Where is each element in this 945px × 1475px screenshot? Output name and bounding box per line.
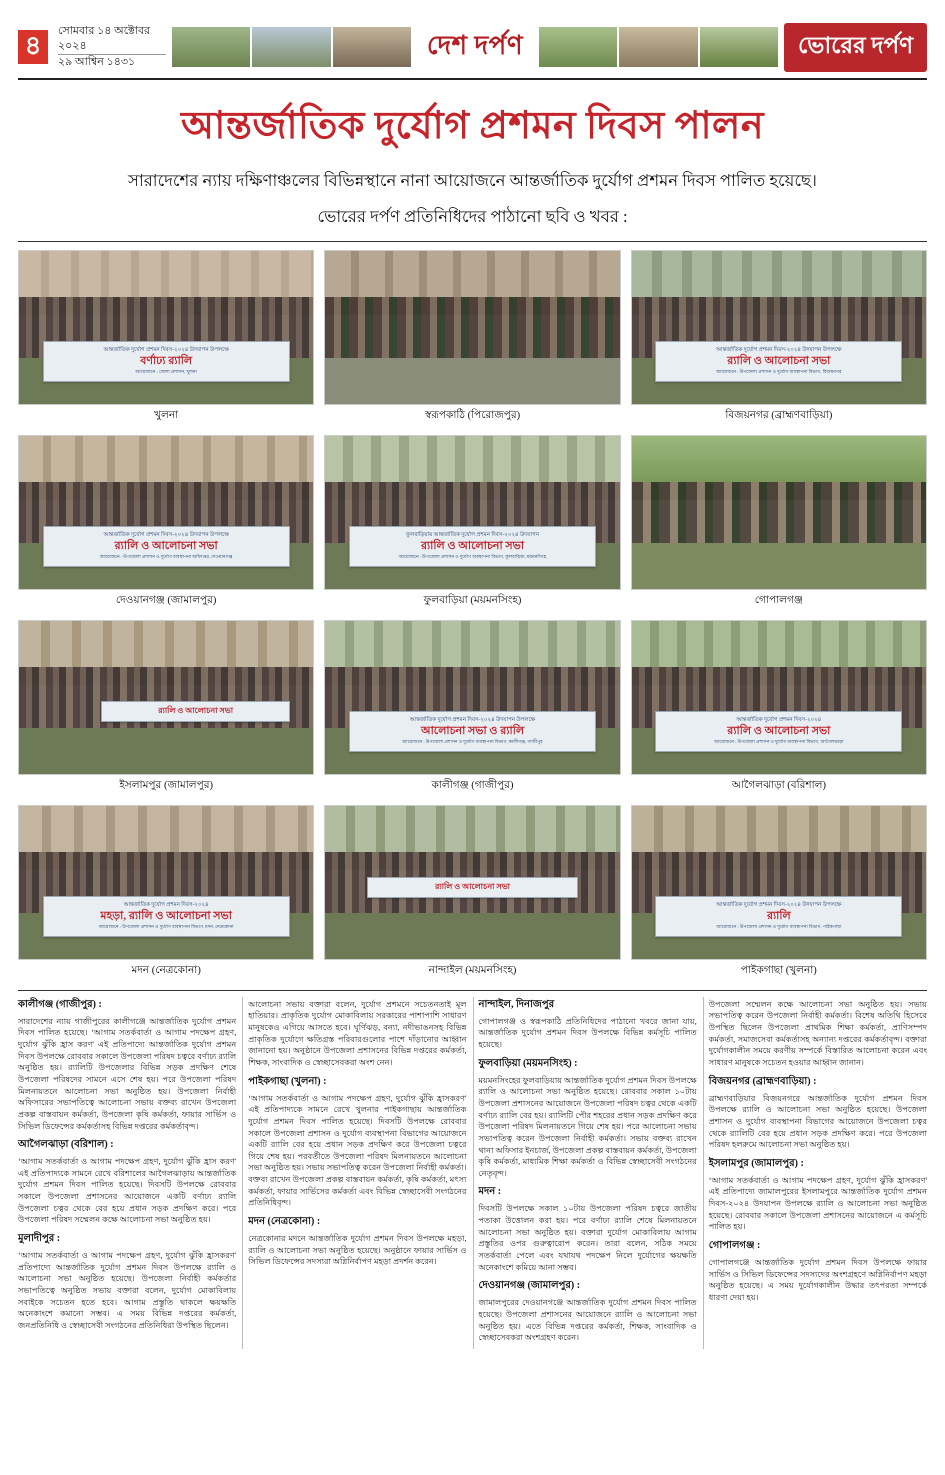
paragraph: ‘আগাম সতর্কবার্তা ও আগাম পদক্ষেপ গ্রহণ, দুর্যোগ ঝুঁকি হ্রাসকরণ' এই প্রতিপাদ্যে জামালপুরের ইসলামপুরে আন্তর্জাতিক দুর্যোগ প্রশমন দিবস-২০২৪ উদযাপন উপলক্ষে র‌্যালি ও আলোচনা সভা অনুষ্ঠিত হয়েছে। রোববার সকালে উপজেলা প্রশাসনের আয়োজনে এ কর্মসূচি পালিত হয়। xyxy=(708,1175,927,1232)
event-banner xyxy=(43,526,290,568)
paragraph: উপজেলা সম্মেলন কক্ষে আলোচনা সভা অনুষ্ঠিত হয়। সভায় সভাপতিত্ব করেন উপজেলা নির্বাহী কর্মকর্তা। বিশেষ অতিথি হিসেবে উপস্থিত ছিলেন উপজেলা প্রাথমিক শিক্ষা কর্মকর্তা, প্রাণিসম্পদ কর্মকর্তা, সমাজসেবা কর্মকর্তাসহ অন্যান্য দপ্তরের কর্মকর্তাবৃন্দ। বক্তারা দুর্যোগকালীন সময়ে করণীয় সম্পর্কে বিস্তারিত আলোচনা করেন এবং সাধারণ মানুষকে সচেতন হওয়ার আহ্বান জানান। xyxy=(708,999,927,1067)
photo-grid xyxy=(18,250,927,982)
photo-cell xyxy=(631,805,927,982)
dateline: নান্দাইল, দিনাজপুর xyxy=(478,998,555,1010)
banner-top-text: আন্তর্জাতিক দুর্যোগ প্রশমন দিবস-২০২৪ xyxy=(123,901,209,908)
banner-main-text: র‌্যালি xyxy=(766,910,791,923)
banner-sub-text: আয়োজনে : উপজেলা প্রশাসন ও দুর্যোগ ব্যবস্থাপনা অধিদপ্তর, দেওয়ানগঞ্জ xyxy=(99,554,233,560)
photo-ground xyxy=(19,728,313,774)
event-banner xyxy=(43,341,290,383)
banner-main-text: আলোচনা সভা ও র‌্যালি xyxy=(420,725,525,738)
paragraph: আলোচনা সভায় বক্তারা বলেন, দুর্যোগ প্রশমনে সচেতনতাই মূল হাতিয়ার। প্রাকৃতিক দুর্যোগ মোকাবিলায় সরকারের পাশাপাশি সাধারণ মানুষকেও এগিয়ে আসতে হবে। ঘূর্ণিঝড়, বন্যা, নদীভাঙনসহ বিভিন্ন প্রাকৃতিক দুর্যোগে ক্ষতিগ্রস্ত পরিবারগুলোর পাশে দাঁড়ানোর আহ্বান জানানো হয়। অনুষ্ঠানে উপজেলা প্রশাসনের বিভিন্ন দপ্তরের কর্মকর্তা, শিক্ষক, সাংবাদিক ও স্বেচ্ছাসেবকরা অংশ নেন। xyxy=(248,999,467,1067)
photo-cell xyxy=(18,250,314,427)
photo-ground xyxy=(325,913,619,959)
dateline: ফুলবাড়িয়া (ময়মনসিংহ) : xyxy=(478,1057,578,1069)
photo-cell xyxy=(324,805,620,982)
banner-sub-text: আয়োজনে : উপজেলা প্রশাসন ও দুর্যোগ ব্যবস্থাপনা বিভাগ, আগৈলঝাড়া xyxy=(714,739,844,745)
banner-top-text: আন্তর্জাতিক দুর্যোগ প্রশমন দিবস-২০২৪ উদযাপন উপলক্ষে xyxy=(716,901,842,908)
banner-sub-text: আয়োজনে : জেলা প্রশাসন, খুলনা xyxy=(135,369,197,375)
article-item xyxy=(18,997,236,1132)
photo-islampur xyxy=(18,620,314,775)
strip-photo xyxy=(333,27,411,67)
article-item xyxy=(709,1238,927,1304)
text-column-2 xyxy=(248,997,466,1349)
photo-cell xyxy=(18,620,314,797)
photo-gopalganj xyxy=(631,435,927,590)
paragraph: দিবসটি উপলক্ষে সকাল ১০টায় উপজেলা পরিষদ চত্বরে জাতীয় পতাকা উত্তোলন করা হয়। পরে বর্ণাঢ্য র‌্যালি শেষে মিলনায়তনে আলোচনা সভা অনুষ্ঠিত হয়। বক্তারা দুর্যোগ মোকাবিলায় আগাম প্রস্তুতির ওপর গুরুত্বারোপ করেন। তারা বলেন, সঠিক সময়ে সতর্কবার্তা পেলে এবং যথাযথ পদক্ষেপ নিলে দুর্যোগের ক্ষয়ক্ষতি অনেকাংশে কমিয়ে আনা সম্ভব। xyxy=(478,1204,697,1272)
strip-photo xyxy=(539,27,617,67)
photo-swarupkathi xyxy=(324,250,620,405)
photo-ground xyxy=(325,358,619,404)
banner-top-text: আন্তর্জাতিক দুর্যোগ প্রশমন দিবস-২০২৪ xyxy=(736,716,822,723)
dateline: আগৈলঝাড়া (বরিশাল) : xyxy=(18,1139,114,1151)
date-block xyxy=(54,24,166,71)
banner-main-text: র‌্যালি ও আলোচনা সভা xyxy=(727,725,831,738)
dateline: গোপালগঞ্জ : xyxy=(708,1240,761,1252)
banner-top-text: আন্তর্জাতিক দুর্যোগ প্রশমন দিবস-২০২৪ উদযাপন উপলক্ষে xyxy=(716,346,842,353)
photo-caption: গোপালগঞ্জ xyxy=(754,594,803,606)
article-item xyxy=(479,1184,697,1273)
banner-top-text: ফুলবাড়িয়ায় আন্তর্জাতিক দুর্যোগ প্রশমন দিবস-২০২৪ উদযাপন xyxy=(406,531,539,538)
photo-kaliganj xyxy=(324,620,620,775)
paragraph: ‘আগাম সতর্কবার্তা ও আগাম পদক্ষেপ গ্রহণ, দুর্যোগ ঝুঁকি হ্রাসকরণ' এই প্রতিপাদ্যকে সামনে রেখে খুলনার পাইকগাছায় আন্তর্জাতিক দুর্যোগ প্রশমন দিবস পালিত হয়েছে। দিবসটি উপলক্ষে রোববার সকালে উপজেলা প্রশাসন ও দুর্যোগ ব্যবস্থাপনা বিভাগের আয়োজনে একটি র‌্যালি বের হয়ে প্রধান সড়ক প্রদক্ষিণ করে উপজেলা চত্বরে গিয়ে শেষ হয়। পরবর্তীতে উপজেলা পরিষদ মিলনায়তনে আলোচনা সভা অনুষ্ঠিত হয়। সভায় সভাপতিত্ব করেন উপজেলা নির্বাহী কর্মকর্তা। বক্তব্য রাখেন উপজেলা প্রকল্প বাস্তবায়ন কর্মকর্তা, কৃষি কর্মকর্তা, মৎস্য কর্মকর্তা, ফায়ার সার্ভিসের কর্মকর্তা এবং বিভিন্ন স্বেচ্ছাসেবী সংগঠনের প্রতিনিধিবৃন্দ। xyxy=(248,1093,467,1208)
event-banner xyxy=(43,896,290,938)
photo-caption: খুলনা xyxy=(154,409,179,421)
article-item xyxy=(709,1156,927,1233)
date-gregorian: সোমবার ১৪ অক্টোবর ২০২৪ xyxy=(58,24,166,56)
article-item xyxy=(248,999,466,1069)
banner-sub-text: আয়োজনে : উপজেলা প্রশাসন ও দুর্যোগ ব্যবস্থাপনা বিভাগ, পাইকগাছা xyxy=(716,924,842,930)
dateline: কালীগঞ্জ (গাজীপুর) : xyxy=(18,998,102,1010)
photo-caption: বিজয়নগর (ব্রাহ্মণবাড়িয়া) xyxy=(725,409,833,421)
newspaper-logo[interactable]: ভোরের দর্পণ xyxy=(784,23,927,72)
paragraph: গোপালগঞ্জ ও স্বরূপকাঠি প্রতিনিধিদের পাঠানো খবরে জানা যায়, আন্তর্জাতিক দুর্যোগ প্রশমন দিবস উপলক্ষে বিভিন্ন কর্মসূচি পালিত হয়েছে। xyxy=(478,1016,697,1050)
banner-main-text: র‌্যালি ও আলোচনা সভা xyxy=(158,706,234,716)
masthead-photo-strip-right xyxy=(539,27,778,67)
article-body xyxy=(18,997,927,1349)
newspaper-page xyxy=(0,20,945,1475)
photo-paikgacha xyxy=(631,805,927,960)
masthead xyxy=(18,20,927,74)
event-banner xyxy=(349,526,596,568)
photo-cell xyxy=(631,435,927,612)
dateline: ইসলামপুর (জামালপুর) : xyxy=(708,1157,804,1169)
page-number: ৪ xyxy=(18,30,48,64)
strip-photo xyxy=(619,27,697,67)
banner-sub-text: আয়োজনে : উপজেলা প্রশাসন ও দুর্যোগ ব্যবস্থাপনা বিভাগ, ফুলবাড়িয়া, ময়মনসিংহ xyxy=(398,554,547,560)
banner-top-text: আন্তর্জাতিক দুর্যোগ প্রশমন দিবস-২০২৪ উদযাপন উপলক্ষে xyxy=(103,531,229,538)
photo-ground xyxy=(632,543,926,589)
banner-sub-text: আয়োজনে : উপজেলা প্রশাসন ও দুর্যোগ ব্যবস্থাপনা বিভাগ, কালীগঞ্জ, গাজীপুর xyxy=(402,739,543,745)
event-banner xyxy=(367,877,579,898)
banner-top-text: আন্তর্জাতিক দুর্যোগ প্রশমন দিবস-২০২৪ উদযাপন উপলক্ষে xyxy=(103,346,229,353)
photo-caption: ইসলামপুর (জামালপুর) xyxy=(119,779,213,791)
article-item xyxy=(479,1056,697,1180)
event-banner xyxy=(655,896,902,938)
photo-crowd xyxy=(632,482,926,552)
banner-main-text: বর্ণাঢ্য র‌্যালি xyxy=(140,355,193,368)
photo-cell xyxy=(18,805,314,982)
banner-sub-text: আয়োজনে : উপজেলা প্রশাসন ও দুর্যোগ ব্যবস্থাপনা বিভাগ, বিজয়নগর xyxy=(716,369,842,375)
event-banner xyxy=(655,341,902,383)
photo-caption: নান্দাইল (ময়মনসিংহ) xyxy=(428,964,517,976)
paragraph: ‘আগাম সতর্কবার্তা ও আগাম পদক্ষেপ গ্রহণ, দুর্যোগ ঝুঁকি হ্রাসকরণ' প্রতিপাদ্যে আন্তর্জাতিক দুর্যোগ প্রশমন দিবস উপলক্ষে র‌্যালি ও আলোচনা সভা অনুষ্ঠিত হয়েছে। উপজেলা নির্বাহী কর্মকর্তার সভাপতিত্বে অনুষ্ঠিত সভায় বক্তারা বলেন, দুর্যোগ মোকাবিলায় সবাইকে সচেতন হতে হবে। আগাম প্রস্তুতি থাকলে ক্ষয়ক্ষতি অনেকাংশে কমানো সম্ভব। এ সময় বিভিন্ন দপ্তরের কর্মকর্তা, জনপ্রতিনিধি ও স্বেচ্ছাসেবী সংগঠনের প্রতিনিধিরা উপস্থিত ছিলেন। xyxy=(18,1251,237,1330)
banner-main-text: র‌্যালি ও আলোচনা সভা xyxy=(435,882,510,891)
banner-main-text: র‌্যালি ও আলোচনা সভা xyxy=(114,540,218,553)
section-title: দেশ দর্পণ xyxy=(426,31,524,60)
banner-top-text: আন্তর্জাতিক দুর্যোগ প্রশমন দিবস-২০২৪ উদযাপন উপলক্ষে xyxy=(409,716,536,723)
photo-cell xyxy=(631,620,927,797)
paragraph: জামালপুরের দেওয়ানগঞ্জে আন্তর্জাতিক দুর্যোগ প্রশমন দিবস পালিত হয়েছে। উপজেলা প্রশাসনের আয়োজনে র‌্যালি ও আলোচনা সভা অনুষ্ঠিত হয়। এতে বিভিন্ন দপ্তরের কর্মকর্তা, শিক্ষক, সাংবাদিক ও স্বেচ্ছাসেবকরা অংশগ্রহণ করেন। xyxy=(478,1298,697,1343)
body-divider xyxy=(18,990,927,991)
banner-main-text: র‌্যালি ও আলোচনা সভা xyxy=(420,540,525,553)
photo-caption: স্বরূপকাঠি (পিরোজপুর) xyxy=(424,409,521,421)
paragraph: সারাদেশের ন্যায় গাজীপুরের কালীগঞ্জে আন্তর্জাতিক দুর্যোগ প্রশমন দিবস পালিত হয়েছে। ‘আগাম সতর্কবার্তা ও আগাম পদক্ষেপ গ্রহণ, দুর্যোগ ঝুঁকি হ্রাস করণ' এই প্রতিপাদ্যে আন্তর্জাতিক দুর্যোগ প্রশমন দিবস উপলক্ষে রোববার সকালে উপজেলা পরিষদ চত্বরে বর্ণাঢ্য র‌্যালি অনুষ্ঠিত হয়। র‌্যালিটি উপজেলার বিভিন্ন সড়ক প্রদক্ষিণ শেষে উপজেলা পরিষদের সামনে এসে শেষ হয়। পরে উপজেলা পরিষদ মিলনায়তনে আলোচনা সভা অনুষ্ঠিত হয়। উপজেলা নির্বাহী অফিসারের সভাপতিত্বে আলোচনা সভায় বক্তব্য রাখেন উপজেলা প্রকল্প বাস্তবায়ন কর্মকর্তা, উপজেলা কৃষি কর্মকর্তা, ফায়ার সার্ভিস ও সিভিল ডিফেন্সের কর্মকর্তাসহ বিভিন্ন দপ্তরের কর্মকর্তাবৃন্দ। xyxy=(18,1016,237,1131)
photo-dewanganj xyxy=(18,435,314,590)
photo-fulbaria xyxy=(324,435,620,590)
article-item xyxy=(709,999,927,1069)
photo-cell xyxy=(631,250,927,427)
event-banner xyxy=(101,701,289,722)
paragraph: ময়মনসিংহের ফুলবাড়িয়ায় আন্তর্জাতিক দুর্যোগ প্রশমন দিবস উপলক্ষে র‌্যালি ও আলোচনা সভা অনুষ্ঠিত হয়েছে। রোববার সকাল ১০টায় উপজেলা প্রশাসনের আয়োজনে উপজেলা পরিষদ চত্বর থেকে একটি বর্ণাঢ্য র‌্যালি বের হয়। র‌্যালিটি পৌর শহরের প্রধান সড়ক প্রদক্ষিণ করে উপজেলা পরিষদ মিলনায়তনে গিয়ে শেষ হয়। পরে আলোচনা সভায় সভাপতিত্ব করেন উপজেলা নির্বাহী কর্মকর্তা। সভায় বক্তব্য রাখেন থানা অফিসার ইনচার্জ, উপজেলা প্রকল্প বাস্তবায়ন কর্মকর্তা, উপজেলা কৃষি কর্মকর্তা, মাধ্যমিক শিক্ষা কর্মকর্তা ও বিভিন্ন স্বেচ্ছাসেবী সংগঠনের নেতৃবৃন্দ। xyxy=(478,1075,697,1178)
article-item xyxy=(18,1231,236,1331)
article-item xyxy=(479,1278,697,1344)
photo-khulna xyxy=(18,250,314,405)
dateline: মদন : xyxy=(478,1186,502,1198)
event-banner xyxy=(655,711,902,753)
masthead-photo-strip-left xyxy=(172,27,411,67)
paragraph: ‘আগাম সতর্কবার্তা ও আগাম পদক্ষেপ গ্রহণ, দুর্যোগ ঝুঁকি হ্রাস করণ' এই প্রতিপাদ্যকে সামনে রেখে বরিশালের আগৈলঝাড়ায় আন্তর্জাতিক দুর্যোগ প্রশমন দিবস পালিত হয়েছে। দিবসটি উপলক্ষে রোববার সকালে উপজেলা প্রশাসনের আয়োজনে একটি বর্ণাঢ্য র‌্যালি উপজেলা চত্বর থেকে বের হয়ে প্রধান সড়ক প্রদক্ষিণ করে। পরে উপজেলা পরিষদ সম্মেলন কক্ষে আলোচনা সভা অনুষ্ঠিত হয়। xyxy=(18,1157,237,1225)
event-banner xyxy=(349,711,596,753)
photo-caption: দেওয়ানগঞ্জ (জামালপুর) xyxy=(115,594,217,606)
photo-caption: ফুলবাড়িয়া (ময়মনসিংহ) xyxy=(423,594,522,606)
paragraph: ব্রাহ্মণবাড়িয়ার বিজয়নগরে আন্তর্জাতিক দুর্যোগ প্রশমন দিবস উপলক্ষে র‌্যালি ও আলোচনা সভা অনুষ্ঠিত হয়েছে। উপজেলা প্রশাসন ও দুর্যোগ ব্যবস্থাপনা বিভাগের আয়োজনে উপজেলা চত্বর থেকে র‌্যালিটি বের হয়ে প্রধান সড়ক প্রদক্ষিণ করে। পরে উপজেলা পরিষদ হলরুমে আলোচনা সভা অনুষ্ঠিত হয়। xyxy=(708,1093,927,1150)
photo-caption: কালীগঞ্জ (গাজীপুর) xyxy=(431,779,514,791)
article-item xyxy=(248,1074,466,1209)
subhead-line-2: ভোরের দর্পণ প্রতিনিধিদের পাঠানো ছবি ও খবর : xyxy=(317,207,628,227)
dateline: মুলাদীপুর : xyxy=(18,1233,61,1245)
strip-photo xyxy=(172,27,250,67)
article-item xyxy=(18,1137,236,1226)
photo-caption: পাইকগাছা (খুলনা) xyxy=(740,964,817,976)
text-column-3 xyxy=(479,997,697,1349)
text-column-4 xyxy=(709,997,927,1349)
strip-photo xyxy=(700,27,778,67)
date-bengali: ২৯ আশ্বিন ১৪৩১ xyxy=(58,56,136,69)
photo-madan xyxy=(18,805,314,960)
headline-divider xyxy=(18,241,927,242)
photo-crowd xyxy=(325,297,619,367)
photo-nandail xyxy=(324,805,620,960)
strip-photo xyxy=(252,27,330,67)
text-column-1 xyxy=(18,997,236,1349)
masthead-divider xyxy=(18,78,927,80)
paragraph: নেত্রকোনার মদনে আন্তর্জাতিক দুর্যোগ প্রশমন দিবস উপলক্ষে মহড়া, র‌্যালি ও আলোচনা সভা অনুষ্ঠিত হয়েছে। অনুষ্ঠানে ফায়ার সার্ভিস ও সিভিল ডিফেন্সের সদস্যরা অগ্নিনির্বাপণ মহড়া প্রদর্শন করেন। xyxy=(248,1234,467,1267)
photo-caption: আগৈলঝাড়া (বরিশাল) xyxy=(731,779,826,791)
article-item xyxy=(479,997,697,1051)
subhead-line-1: সারাদেশের ন্যায় দক্ষিণাঞ্চলের বিভিন্নস্থানে নানা আয়োজনে আন্তর্জাতিক দুর্যোগ প্রশমন দিবস পালিত হয়েছে। xyxy=(128,171,817,190)
photo-agailjhara xyxy=(631,620,927,775)
photo-cell xyxy=(324,250,620,427)
photo-cell xyxy=(324,435,620,612)
banner-sub-text: আয়োজনে : উপজেলা প্রশাসন ও দুর্যোগ ব্যবস্থাপনা বিভাগ, মদন, নেত্রকোনা xyxy=(98,924,234,930)
dateline: বিজয়নগর (ব্রাহ্মণবাড়িয়া) : xyxy=(708,1075,817,1087)
photo-bijoynagar xyxy=(631,250,927,405)
page-headline: আন্তর্জাতিক দুর্যোগ প্রশমন দিবস পালন xyxy=(180,105,765,147)
photo-caption: মদন (নেত্রকোনা) xyxy=(131,964,201,976)
banner-main-text: মহড়া, র‌্যালি ও আলোচনা সভা xyxy=(100,910,232,923)
banner-main-text: র‌্যালি ও আলোচনা সভা xyxy=(727,355,831,368)
article-item xyxy=(248,1214,466,1268)
dateline: মদন (নেত্রকোনা) : xyxy=(248,1216,321,1228)
dateline: দেওয়ানগঞ্জ (জামালপুর) : xyxy=(478,1280,581,1292)
article-item xyxy=(709,1074,927,1151)
paragraph: গোপালগঞ্জে আন্তর্জাতিক দুর্যোগ প্রশমন দিবস উপলক্ষে ফায়ার সার্ভিস ও সিভিল ডিফেন্সের সদস্যদের অংশগ্রহণে অগ্নিনির্বাপণ মহড়া অনুষ্ঠিত হয়েছে। এ সময় দুর্যোগকালীন উদ্ধার তৎপরতা সম্পর্কে ধারণা দেয়া হয়। xyxy=(708,1258,927,1302)
photo-cell xyxy=(18,435,314,612)
photo-cell xyxy=(324,620,620,797)
dateline: পাইকগাছা (খুলনা) : xyxy=(248,1075,327,1087)
